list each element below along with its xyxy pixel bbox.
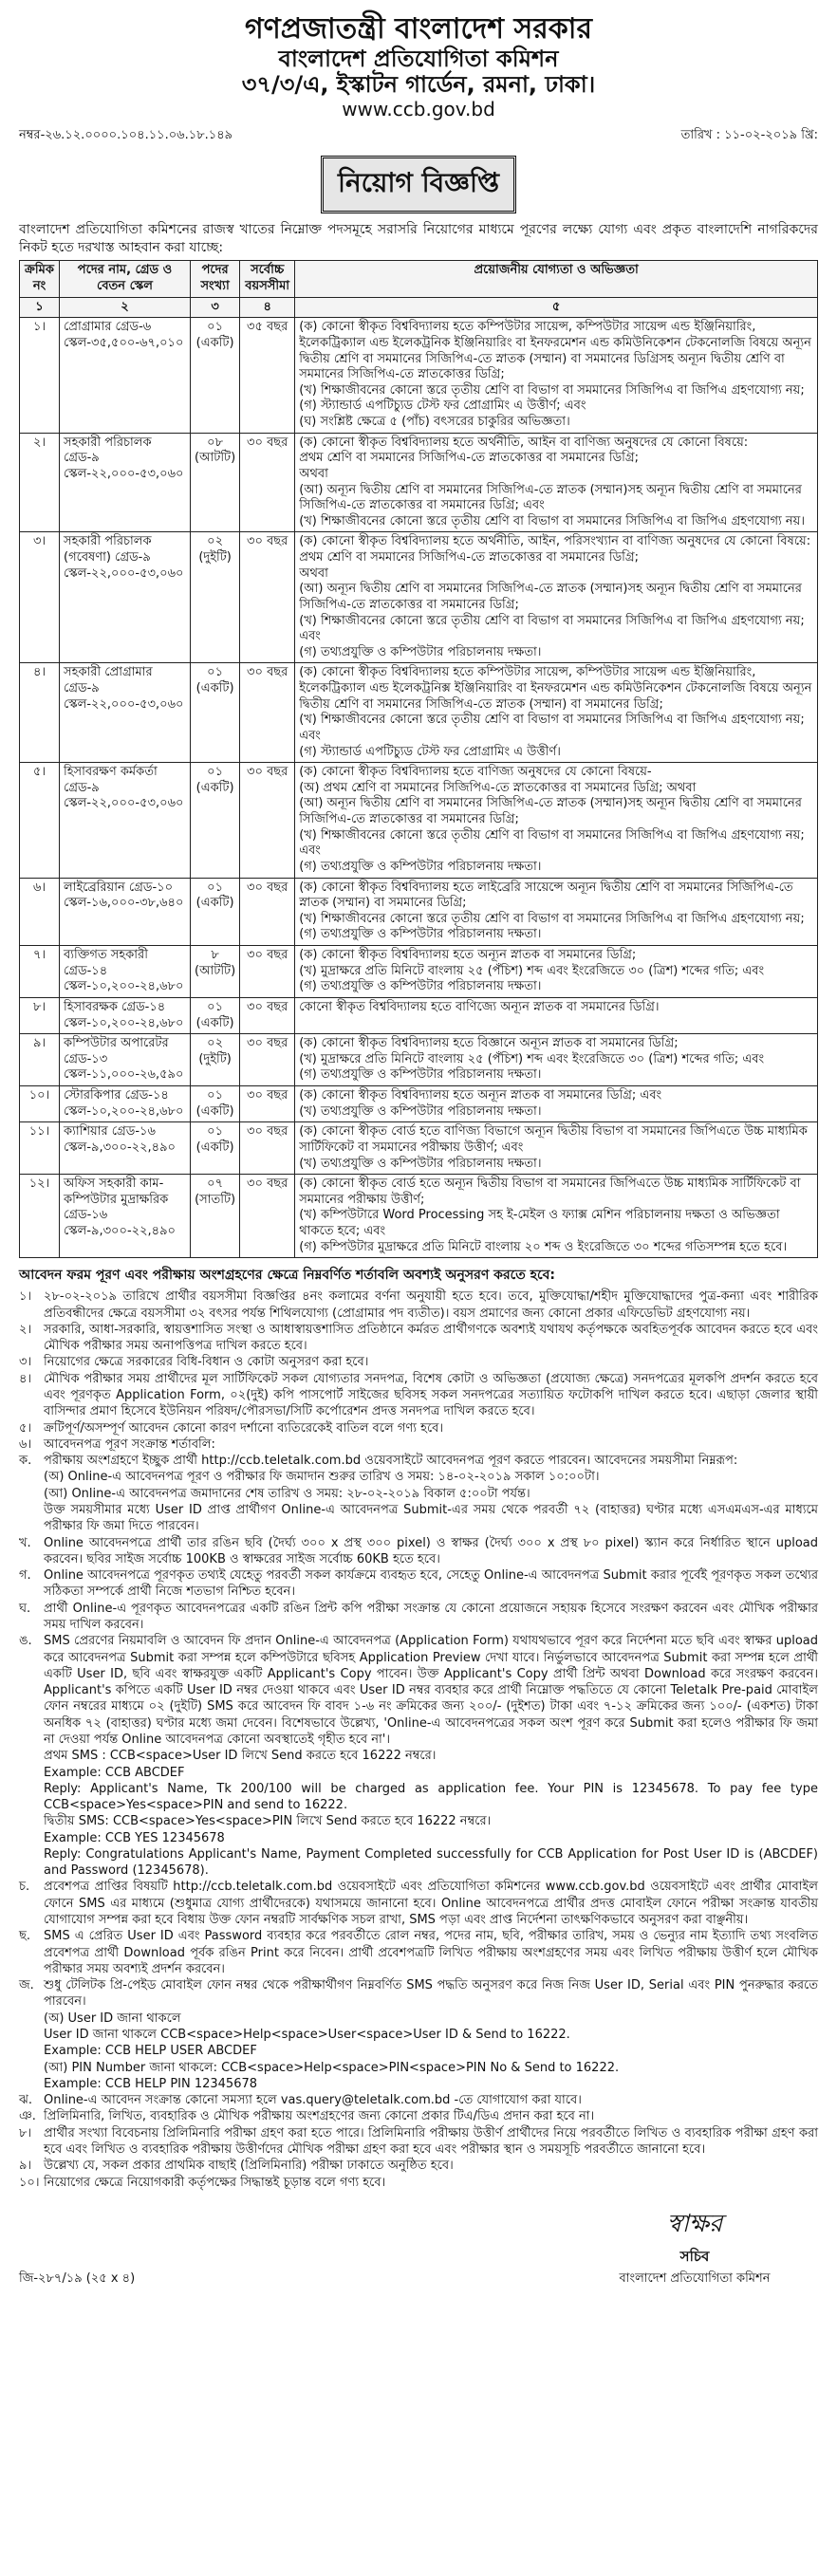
signatory-org: বাংলাদেশ প্রতিযোগিতা কমিশন xyxy=(619,2270,771,2286)
intro-text: বাংলাদেশ প্রতিযোগিতা কমিশনের রাজস্ব খাতের নিম্নোক্ত পদসমূহে সরাসরি নিয়োগের মাধ্যমে পূরণের লক্ষ্যে যোগ্য এবং প্রকৃত বাংলাদেশি নাগরিকদের নিকট হতে দরখাস্ত আহবান করা যাচ্ছে: xyxy=(19,221,818,255)
col-header-age: সর্বোচ্চ বয়সসীমা xyxy=(240,261,295,297)
website-link[interactable]: www.ccb.gov.bd xyxy=(342,97,495,120)
condition-item xyxy=(19,1977,818,2092)
condition-text: সরকারি, আধা-সরকারি, স্বায়ত্তশাসিত সংস্থা ও আধাস্বায়ত্তশাসিত প্রতিষ্ঠানে কর্মরত প্রার্থীগণকে অবশ্যই যথাযথ কর্তৃপক্ষকে অবহিতপূর্বক আবেদন করতে হবে এবং মৌখিক পরীক্ষার সময় অনাপত্তিপত্র দাখিল করতে হবে। xyxy=(44,1322,818,1354)
condition-item xyxy=(19,2158,818,2174)
col-number: ৩ xyxy=(191,297,240,318)
signature-block xyxy=(571,2204,818,2289)
count-cell: ০৮ (আটটি) xyxy=(191,433,240,532)
condition-number: ৯। xyxy=(19,2159,32,2174)
table-row xyxy=(20,433,818,532)
condition-text: Online আবেদনপত্রে প্রার্থী তার রঙিন ছবি (দৈর্ঘ্য ৩০০ x প্রস্থ ৩০০ pixel) ও স্বাক্ষর (দৈর্ঘ্য ৩০০ x প্রস্থ ৮০ pixel) স্ক্যান করে নির্ধারিত স্থানে upload করবেন। ছবির সাইজ সর্বোচ্চ 100KB ও স্বাক্ষরের সাইজ সর্বোচ্চ 60KB হতে হবে। xyxy=(44,1535,818,1566)
table-row xyxy=(20,997,818,1033)
qualification-cell: (ক) কোনো স্বীকৃত বোর্ড হতে বাণিজ্য বিভাগে অন্যূন দ্বিতীয় বিভাগ বা সমমানের জিপিএতে উচ্চ মাধ্যমিক সার্টিফিকেট বা সমমানের পরীক্ষায় উত্তীর্ণ; এবং (খ) তথ্যপ্রযুক্তি ও কম্পিউটার পরিচালনায় দক্ষতা। xyxy=(295,1122,818,1175)
post-cell: হিসাবরক্ষক গ্রেড-১৪ স্কেল-১০,২০০-২৪,৬৮০ xyxy=(60,997,191,1033)
post-cell: সহকারী প্রোগ্রামার গ্রেড-৯ স্কেল-২২,০০০-৫৩,০৬০ xyxy=(60,663,191,763)
count-cell: ০১ (একটি) xyxy=(191,1086,240,1122)
memo-number: নম্বর-২৬.১২.০০০০.১০৪.১১.০৬.১৮.১৪৯ xyxy=(19,127,233,142)
table-row xyxy=(20,1175,818,1258)
condition-text: পরীক্ষায় অংশগ্রহণে ইচ্ছুক প্রার্থী http://ccb.teletalk.com.bd ওয়েবসাইটে আবেদনপত্র পূরণ করতে পারবেন। আবেদনের সময়সীমা নিম্নরূপ: (অ) Online-এ আবেদনপত্র পূরণ ও পরীক্ষার ফি জমাদান শুরুর তারিখ ও সময়: ১৪-০২-২০১৯ সকাল ১০:০০টা। (আ) Online-এ আবেদনপত্র জমাদানের শেষ তারিখ ও সময়: ২৮-০২-২০১৯ বিকাল ৫:০০টা পর্যন্ত। উক্ত সময়সীমার মধ্যে User ID প্রাপ্ত প্রার্থীগণ Online-এ আবেদনপত্র Submit-এর সময় থেকে পরবর্তী ৭২ (বাহাত্তর) ঘণ্টার মধ্যে এসএমএস-এর মাধ্যমে পরীক্ষার ফি জমা দিতে পারবেন। xyxy=(44,1454,818,1534)
count-cell: ০১ (একটি) xyxy=(191,763,240,878)
table-row xyxy=(20,1086,818,1122)
condition-item xyxy=(19,1567,818,1601)
count-cell: ০১ (একটি) xyxy=(191,997,240,1033)
table-row xyxy=(20,946,818,998)
condition-number: ঝ. xyxy=(19,2093,32,2108)
notice-date: তারিখ : ১১-০২-২০১৯ খ্রি: xyxy=(680,127,818,142)
qualification-cell: (ক) কোনো স্বীকৃত বিশ্ববিদ্যালয় হতে অন্যূন স্নাতক বা সমমানের ডিগ্রি; (খ) মুদ্রাক্ষরে প্রতি মিনিটে বাংলায় ২৫ (পঁচিশ) শব্দ এবং ইংরেজিতে ৩০ (ত্রিশ) শব্দের গতি; এবং (গ) তথ্যপ্রযুক্তি ও কম্পিউটার পরিচালনায় দক্ষতা। xyxy=(295,946,818,998)
condition-number: ছ. xyxy=(19,1929,31,1944)
posts-table xyxy=(19,260,818,1258)
condition-item xyxy=(19,1436,818,1453)
condition-number: ১। xyxy=(19,1289,32,1305)
notice-page xyxy=(19,0,818,2289)
condition-item xyxy=(19,2175,818,2191)
col-header-count: পদের সংখ্যা xyxy=(191,261,240,297)
posts-table-body xyxy=(20,318,818,1258)
condition-number: গ. xyxy=(19,1568,31,1584)
condition-text: SMS প্রেরণের নিয়মাবলি ও আবেদন ফি প্রদান Online-এ আবেদনপত্র (Application Form) যথাযথভাবে পূরণ করে নির্দেশনা মতে ছবি এবং স্বাক্ষর upload করে আবেদনপত্র Submit করা সম্পন্ন হলে কম্পিউটারে ছবিসহ Application Preview দেখা যাবে। নির্ভুলভাবে আবেদনপত্র Submit করা সম্পন্ন হলে প্রার্থী একটি User ID, ছবি এবং স্বাক্ষরযুক্ত একটি Applicant's Copy পাবেন। উক্ত Applicant's Copy প্রার্থী প্রিন্ট অথবা Download করে সংরক্ষণ করবেন। Applicant's কপিতে একটি User ID নম্বর দেওয়া থাকবে এবং User ID নম্বর ব্যবহার করে প্রার্থী নিম্নোক্ত পদ্ধতিতে যে কোনো Teletalk Pre-paid মোবাইল ফোন নম্বরের মাধ্যমে ০২ (দুইটি) SMS করে আবেদন ফি বাবদ ১-৬ নং ক্রমিকের জন্য ২০০/- (দুইশত) টাকা এবং ৭-১২ ক্রমিকের জন্য ১০০/- (একশত) টাকা অনধিক ৭২ (বাহাত্তর) ঘণ্টার মধ্যে জমা দেবেন। বিশেষভাবে উল্লেখ্য, 'Online-এ আবেদনপত্রের সকল অংশ পূরণ করে Submit করা হলেও পরীক্ষার ফি জমা না দেওয়া পর্যন্ত Online আবেদনপত্র কোনো অবস্থাতেই গৃহীত হবে না'। প্রথম SMS : CCB<space>User ID লিখে Send করতে হবে 16222 নম্বরে। Example: CCB ABCDEF Reply: Applicant's Name, Tk 200/100 will be charged as application fee. Your PIN is 12345678. To pay fee type CCB<space>Yes<space>PIN and send to 16222. দ্বিতীয় SMS: CCB<space>Yes<space>PIN লিখে Send করতে হবে 16222 নম্বরে। Example: CCB YES 12345678 Reply: Congratulations Applicant's Name, Payment Completed successfully for CCB Application for Post User ID is (ABCDEF) and Password (12345678). xyxy=(44,1634,818,1879)
count-cell: ০১ (একটি) xyxy=(191,1122,240,1175)
post-cell: ব্যক্তিগত সহকারী গ্রেড-১৪ স্কেল-১০,২০০-২৪,৬৮০ xyxy=(60,946,191,998)
org-name: বাংলাদেশ প্রতিযোগিতা কমিশন xyxy=(278,45,559,72)
condition-text: উল্লেখ্য যে, সকল প্রকার প্রাথমিক বাছাই (প্রিলিমিনারি) পরীক্ষা ঢাকাতে অনুষ্ঠিত হবে। xyxy=(44,2159,454,2174)
table-row xyxy=(20,1034,818,1086)
condition-text: ক্রটিপূর্ণ/অসম্পূর্ণ আবেদন কোনো কারণ দর্শানো ব্যতিরেকেই বাতিল বলে গণ্য হবে। xyxy=(44,1420,444,1436)
age-cell: ৩০ বছর xyxy=(240,1122,295,1175)
condition-text: প্রার্থী Online-এ পূরণকৃত আবেদনপত্রের একটি রঙিন প্রিন্ট কপি পরীক্ষা সংক্রান্ত যে কোনো প্রয়োজনে সহায়ক হিসেবে সংরক্ষণ করবেন এবং মৌখিক পরীক্ষার সময় দাখিল করবেন। xyxy=(44,1601,818,1632)
conditions-heading: আবেদন ফরম পূরণ এবং পরীক্ষায় অংশগ্রহণের ক্ষেত্রে নিম্নবর্ণিত শর্তাবলি অবশ্যই অনুসরণ করতে হবে: xyxy=(19,1268,556,1284)
table-row xyxy=(20,763,818,878)
header xyxy=(19,13,818,120)
table-row xyxy=(20,532,818,663)
ref-row xyxy=(19,126,818,146)
qualification-cell: (ক) কোনো স্বীকৃত বোর্ড হতে অন্যূন দ্বিতীয় বিভাগ বা সমমানের জিপিএতে উচ্চ মাধ্যমিক সার্টিফিকেট বা সমমানের পরীক্ষায় উত্তীর্ণ; (খ) কম্পিউটারে Word Processing সহ ই-মেইল ও ফ্যাক্স মেশিন পরিচালনায় দক্ষতা ও অভিজ্ঞতা থাকতে হবে; এবং (গ) কম্পিউটার মুদ্রাক্ষরে প্রতি মিনিটে বাংলায় ২০ শব্দ ও ইংরেজিতে ৩০ শব্দের গতিসম্পন্ন হতে হবে। xyxy=(295,1175,818,1258)
qualification-cell: (ক) কোনো স্বীকৃত বিশ্ববিদ্যালয় হতে কম্পিউটার সায়েন্স, কম্পিউটার সায়েন্স এন্ড ইঞ্জিনিয়ারিং, ইলেকট্রিক্যাল এন্ড ইলেকট্রনিক্স ইঞ্জিনিয়ারিং বা ইনফরমেশন এন্ড কমিউনিকেশন টেকনোলজি বিষয়ে অন্যূন দ্বিতীয় শ্রেণি বা সমমানের সিজিপিএ-তে স্নাতক (সম্মান) বা সমমানের ডিগ্রি; (খ) শিক্ষাজীবনের কোনো স্তরে তৃতীয় শ্রেণি বা বিভাগ বা সমমানের সিজিপিএ বা জিপিএ গ্রহণযোগ্য নয়; এবং (গ) স্ট্যান্ডার্ড এপটিচ্যুড টেস্ট ফর প্রোগ্রামিং এ উত্তীর্ণ। xyxy=(295,663,818,763)
condition-number: খ. xyxy=(19,1535,31,1550)
table-row xyxy=(20,1122,818,1175)
condition-text: প্রবেশপত্র প্রাপ্তির বিষয়টি http://ccb.teletalk.com.bd ওয়েবসাইটে এবং প্রতিযোগিতা কমিশনের www.ccb.gov.bd ওয়েবসাইটে এবং প্রার্থীর মোবাইল ফোনে SMS এর মাধ্যমে (শুধুমাত্র যোগ্য প্রার্থীদেরকে) যথাসময়ে জানানো হবে। Online আবেদনপত্রে প্রার্থীর প্রদত্ত মোবাইল ফোনে পরীক্ষা সংক্রান্ত যাবতীয় যোগাযোগ সম্পন্ন করা হবে বিধায় উক্ত ফোন নম্বরটি সার্বক্ষণিক সচল রাখা, SMS পড়া এবং প্রাপ্ত নির্দেশনা তাৎক্ষণিকভাবে অনুসরণ করা বাঞ্ছনীয়। xyxy=(44,1880,818,1928)
age-cell: ৩০ বছর xyxy=(240,1034,295,1086)
condition-number: ৫। xyxy=(19,1420,32,1436)
condition-number: ১০। xyxy=(19,2175,40,2190)
post-cell: কম্পিউটার অপারেটর গ্রেড-১৩ স্কেল-১১,০০০-২৬,৫৯০ xyxy=(60,1034,191,1086)
condition-number: ঙ. xyxy=(19,1634,32,1649)
condition-item xyxy=(19,1601,818,1634)
condition-item xyxy=(19,1879,818,1928)
age-cell: ৩০ বছর xyxy=(240,433,295,532)
qualification-cell: (ক) কোনো স্বীকৃত বিশ্ববিদ্যালয় হতে লাইব্রেরি সায়েন্সে অন্যূন দ্বিতীয় শ্রেণি বা সমমানের সিজিপিএ-তে স্নাতক (সম্মান) বা সমমানের ডিগ্রি; (খ) শিক্ষাজীবনের কোনো স্তরে তৃতীয় শ্রেণি বা বিভাগ বা সমমানের সিজিপিএ বা জিপিএ গ্রহণযোগ্য নয়; (গ) তথ্যপ্রযুক্তি ও কম্পিউটার পরিচালনায় দক্ষতা। xyxy=(295,878,818,946)
condition-text: Online আবেদনপত্রে পূরণকৃত তথ্যই যেহেতু পরবর্তী সকল কার্যক্রমে ব্যবহৃত হবে, সেহেতু Online-এ আবেদনপত্র Submit করার পূর্বেই পূরণকৃত সকল তথ্যের সঠিকতা সম্পর্কে প্রার্থী নিজে শতভাগ নিশ্চিত হবেন। xyxy=(44,1568,818,1600)
serial-cell: ৫। xyxy=(20,763,60,878)
qualification-cell: (ক) কোনো স্বীকৃত বিশ্ববিদ্যালয় হতে বিজ্ঞানে অন্যূন স্নাতক বা সমমানের ডিগ্রি; (খ) মুদ্রাক্ষরে প্রতি মিনিটে বাংলায় ২৫ (পঁচিশ) শব্দ এবং ইংরেজিতে ৩০ (ত্রিশ) শব্দের গতি; এবং (গ) তথ্যপ্রযুক্তি ও কম্পিউটার পরিচালনায় দক্ষতা। xyxy=(295,1034,818,1086)
count-cell: ০২ (দুইটি) xyxy=(191,532,240,663)
qualification-cell: (ক) কোনো স্বীকৃত বিশ্ববিদ্যালয় হতে অর্থনীতি, আইন, পরিসংখ্যান বা বাণিজ্য অনুষদের যে কোনো বিষয়ে: প্রথম শ্রেণি বা সমমানের সিজিপিএ-তে স্নাতকোত্তর বা সমমানের ডিগ্রি; অথবা (আ) অন্যূন দ্বিতীয় শ্রেণি বা সমমানের সিজিপিএ-তে স্নাতক (সম্মান)সহ অন্যূন দ্বিতীয় শ্রেণি বা সমমানের সিজিপিএ-তে স্নাতকোত্তর বা সমমানের ডিগ্রি; (খ) শিক্ষাজীবনের কোনো স্তরে তৃতীয় শ্রেণি বা বিভাগ বা সমমানের সিজিপিএ বা জিপিএ গ্রহণযোগ্য নয়; এবং (গ) তথ্যপ্রযুক্তি ও কম্পিউটার পরিচালনায় দক্ষতা। xyxy=(295,532,818,663)
table-row xyxy=(20,663,818,763)
age-cell: ৩৫ বছর xyxy=(240,318,295,433)
serial-cell: ২। xyxy=(20,433,60,532)
col-header-serial: ক্রমিক নং xyxy=(20,261,60,297)
condition-text: শুধু টেলিটক প্রি-পেইড মোবাইল ফোন নম্বর থেকে পরীক্ষার্থীগণ নিম্নবর্ণিত SMS পদ্ধতি অনুসরণ করে নিজ নিজ User ID, Serial এবং PIN পুনরুদ্ধার করতে পারবেন। (অ) User ID জানা থাকলে User ID জানা থাকলে CCB<space>Help<space>User<space>User ID & Send to 16222. Example: CCB HELP USER ABCDEF (আ) PIN Number জানা থাকলে: CCB<space>Help<space>PIN<space>PIN No & Send to 16222. Example: CCB HELP PIN 12345678 xyxy=(44,1978,818,2091)
condition-item xyxy=(19,2092,818,2108)
serial-cell: ১১। xyxy=(20,1122,60,1175)
govt-title: গণপ্রজাতন্ত্রী বাংলাদেশ সরকার xyxy=(245,12,592,46)
count-cell: ০১ (একটি) xyxy=(191,318,240,433)
age-cell: ৩০ বছর xyxy=(240,663,295,763)
condition-item xyxy=(19,1288,818,1322)
serial-cell: ৬। xyxy=(20,878,60,946)
footer xyxy=(19,2204,818,2289)
condition-number: ৮। xyxy=(19,2125,32,2140)
serial-cell: ৮। xyxy=(20,997,60,1033)
condition-item xyxy=(19,2108,818,2124)
condition-item xyxy=(19,1354,818,1370)
qualification-cell: কোনো স্বীকৃত বিশ্ববিদ্যালয় হতে বাণিজ্যে অন্যূন স্নাতক বা সমমানের ডিগ্রি। xyxy=(295,997,818,1033)
condition-text: প্রার্থীর সংখ্যা বিবেচনায় প্রিলিমিনারি পরীক্ষা গ্রহণ করা হতে পারে। প্রিলিমিনারি পরীক্ষায় উত্তীর্ণ প্রার্থীদের নিয়ে পরবর্তীতে লিখিত ও ব্যবহারিক পরীক্ষা গ্রহণ করা হবে এবং লিখিত ও ব্যবহারিক পরীক্ষায় উত্তীর্ণদের মৌখিক পরীক্ষা গ্রহণ করা হবে এবং পরীক্ষার স্থান ও সময়সূচি পরবর্তীতে জানানো হবে। xyxy=(44,2125,818,2157)
table-colnum-row xyxy=(20,297,818,318)
serial-cell: ৭। xyxy=(20,946,60,998)
serial-cell: ১২। xyxy=(20,1175,60,1258)
table-row xyxy=(20,318,818,433)
post-cell: স্টোরকিপার গ্রেড-১৪ স্কেল-১০,২০০-২৪,৬৮০ xyxy=(60,1086,191,1122)
condition-item xyxy=(19,2125,818,2159)
post-cell: সহকারী পরিচালক (গবেষণা) গ্রেড-৯ স্কেল-২২,০০০-৫৩,০৬০ xyxy=(60,532,191,663)
condition-text: প্রিলিমিনারি, লিখিত, ব্যবহারিক ও মৌখিক পরীক্ষায় অংশগ্রহণের জন্য কোনো প্রকার টিএ/ডিএ প্রদান করা হবে না। xyxy=(44,2109,595,2124)
post-cell: লাইব্রেরিয়ান গ্রেড-১০ স্কেল-১৬,০০০-৩৮,৬৪০ xyxy=(60,878,191,946)
qualification-cell: (ক) কোনো স্বীকৃত বিশ্ববিদ্যালয় হতে অর্থনীতি, আইন বা বাণিজ্য অনুষদের যে কোনো বিষয়ে: প্রথম শ্রেণি বা সমমানের সিজিপিএ-তে স্নাতকোত্তর বা সমমানের ডিগ্রি; অথবা (আ) অন্যূন দ্বিতীয় শ্রেণি বা সমমানের সিজিপিএ-তে স্নাতক (সম্মান)সহ অন্যূন দ্বিতীয় শ্রেণি বা সমমানের সিজিপিএ-তে স্নাতকোত্তর বা সমমানের ডিগ্রি; এবং (খ) শিক্ষাজীবনের কোনো স্তরে তৃতীয় শ্রেণি বা বিভাগ বা সমমানের সিজিপিএ বা জিপিএ গ্রহণযোগ্য নয়। xyxy=(295,433,818,532)
count-cell: ০১ (একটি) xyxy=(191,878,240,946)
serial-cell: ৩। xyxy=(20,532,60,663)
qualification-cell: (ক) কোনো স্বীকৃত বিশ্ববিদ্যালয় হতে কম্পিউটার সায়েন্স, কম্পিউটার সায়েন্স এন্ড ইঞ্জিনিয়ারিং, ইলেকট্রিক্যাল এন্ড ইলেকট্রনিক ইঞ্জিনিয়ারিং বা ইনফরমেশন এন্ড কমিউনিকেশন টেকনোলজি বিষয়ে অন্যূন দ্বিতীয় শ্রেণি বা সমমানের সিজিপিএ-তে স্নাতক (সম্মান) বা সমমানের ডিগ্রিসহ অন্যূন দ্বিতীয় শ্রেণি বা সমমানের সিজিপিএ-তে স্নাতকোত্তর ডিগ্রি; (খ) শিক্ষাজীবনের কোনো স্তরে তৃতীয় শ্রেণি বা বিভাগ বা সমমানের সিজিপিএ বা জিপিএ গ্রহণযোগ্য নয়; (গ) স্ট্যান্ডার্ড এপটিচ্যুড টেস্ট ফর প্রোগ্রামিং এ উত্তীর্ণ; এবং (ঘ) সংশ্লিষ্ট ক্ষেত্রে ৫ (পাঁচ) বৎসরের চাকুরির অভিজ্ঞতা। xyxy=(295,318,818,433)
col-number: ১ xyxy=(20,297,60,318)
condition-number: ৬। xyxy=(19,1436,32,1452)
condition-text: নিয়োগের ক্ষেত্রে সরকারের বিধি-বিধান ও কোটা অনুসরণ করা হবে। xyxy=(44,1355,369,1370)
qualification-cell: (ক) কোনো স্বীকৃত বিশ্ববিদ্যালয় হতে বাণিজ্য অনুষদের যে কোনো বিষয়ে- (অ) প্রথম শ্রেণি বা সমমানের সিজিপিএ-তে স্নাতকোত্তর বা সমমানের ডিগ্রি; অথবা (আ) অন্যূন দ্বিতীয় শ্রেণি বা সমমানের সিজিপিএ-তে স্নাতক (সম্মান)সহ অন্যূন দ্বিতীয় শ্রেণি বা সমমানের সিজিপিএ-তে স্নাতকোত্তর বা সমমানের ডিগ্রি; (খ) শিক্ষাজীবনের কোনো স্তরে তৃতীয় শ্রেণি বা বিভাগ বা সমমানের সিজিপিএ বা জিপিএ গ্রহণযোগ্য নয়; এবং (গ) তথ্যপ্রযুক্তি ও কম্পিউটার পরিচালনায় দক্ষতা। xyxy=(295,763,818,878)
count-cell: ০২ (দুইটি) xyxy=(191,1034,240,1086)
condition-number: ৪। xyxy=(19,1371,32,1386)
post-cell: অফিস সহকারী কাম-কম্পিউটার মুদ্রাক্ষরিক গ্রেড-১৬ স্কেল-৯,৩০০-২২,৪৯০ xyxy=(60,1175,191,1258)
age-cell: ৩০ বছর xyxy=(240,997,295,1033)
age-cell: ৩০ বছর xyxy=(240,946,295,998)
condition-item xyxy=(19,1633,818,1879)
condition-text: নিয়োগের ক্ষেত্রে নিয়োগকারী কর্তৃপক্ষের সিদ্ধান্তই চূড়ান্ত বলে গণ্য হবে। xyxy=(44,2175,386,2190)
condition-item xyxy=(19,1371,818,1420)
table-row xyxy=(20,878,818,946)
condition-number: ২। xyxy=(19,1322,32,1337)
condition-item xyxy=(19,1453,818,1534)
signatory-title: সচিব xyxy=(679,2247,710,2265)
count-cell: ৮ (আটটি) xyxy=(191,946,240,998)
post-cell: সহকারী পরিচালক গ্রেড-৯ স্কেল-২২,০০০-৫৩,০৬০ xyxy=(60,433,191,532)
qualification-cell: (ক) কোনো স্বীকৃত বিশ্ববিদ্যালয় হতে অন্যূন স্নাতক বা সমমানের ডিগ্রি; এবং (খ) তথ্যপ্রযুক্তি ও কম্পিউটার পরিচালনায় দক্ষতা। xyxy=(295,1086,818,1122)
condition-text: মৌখিক পরীক্ষার সময় প্রার্থীদের মূল সার্টিফিকেট সকল যোগ্যতার সনদপত্র, বিশেষ কোটা ও অভিজ্ঞতা (প্রযোজ্য ক্ষেত্রে) সনদপত্রের মূলকপি প্রদর্শন করতে হবে এবং পূরণকৃত Application Form, ০২(দুই) কপি পাসপোর্ট সাইজের ছবিসহ সকল সনদপত্রের সত্যায়িত ফটোকপি দাখিল করতে হবে। এছাড়া জেলার স্থায়ী বাসিন্দার প্রমাণ হিসেবে ইউনিয়ন পরিষদ/পৌরসভা/সিটি কর্পোরেশন প্রদত্ত সনদপত্র দাখিল করতে হবে। xyxy=(44,1371,818,1419)
serial-cell: ১। xyxy=(20,318,60,433)
conditions-list xyxy=(19,1288,818,2190)
notice-title: নিয়োগ বিজ্ঞপ্তি xyxy=(321,156,516,213)
count-cell: ০১ (একটি) xyxy=(191,663,240,763)
org-address: ৩৭/৩/এ, ইস্কাটন গার্ডেন, রমনা, ঢাকা। xyxy=(241,71,596,99)
age-cell: ৩০ বছর xyxy=(240,763,295,878)
age-cell: ৩০ বছর xyxy=(240,1086,295,1122)
post-cell: ক্যাশিয়ার গ্রেড-১৬ স্কেল-৯,৩০০-২২,৪৯০ xyxy=(60,1122,191,1175)
signature: স্বাক্ষর xyxy=(666,2209,723,2238)
age-cell: ৩০ বছর xyxy=(240,1175,295,1258)
serial-cell: ৯। xyxy=(20,1034,60,1086)
condition-text: Online-এ আবেদন সংক্রান্ত কোনো সমস্যা হলে vas.query@teletalk.com.bd -তে যোগাযোগ করা যাবে। xyxy=(44,2093,582,2108)
count-cell: ০৭ (সাতটি) xyxy=(191,1175,240,1258)
col-number: ৪ xyxy=(240,297,295,318)
condition-item xyxy=(19,1535,818,1568)
condition-item xyxy=(19,1420,818,1436)
condition-number: ৩। xyxy=(19,1355,32,1370)
condition-text: ২৮-০২-২০১৯ তারিখে প্রার্থীর বয়সসীমা বিজ্ঞপ্তির ৪নং কলামের বর্ণনা অনুযায়ী হতে হবে। তবে, মুক্তিযোদ্ধা/শহীদ মুক্তিযোদ্ধাদের পুত্র-কন্যা এবং শারীরিক প্রতিবন্ধীদের ক্ষেত্রে বয়সসীমা ৩২ বৎসর পর্যন্ত শিথিলযোগ্য (প্রোগ্রামার পদ ব্যতীত)। বয়স প্রমাণের জন্য কোনো প্রকার এফিডেভিট গ্রহণযোগ্য নয়। xyxy=(44,1289,818,1321)
condition-text: SMS এ প্রেরিত User ID এবং Password ব্যবহার করে পরবর্তীতে রোল নম্বর, পদের নাম, ছবি, পরীক্ষার তারিখ, সময় ও ভেন্যুর নাম ইত্যাদি তথ্য সংবলিত প্রবেশপত্র প্রার্থী Download পূর্বক রঙিন Print করে নিবেন। প্রার্থী প্রবেশপত্রটি লিখিত পরীক্ষায় অংশগ্রহণের সময় এবং লিখিত পরীক্ষায় উত্তীর্ণ হলে মৌখিক পরীক্ষার সময় অবশ্যই প্রদর্শন করবেন। xyxy=(44,1929,818,1976)
condition-item xyxy=(19,1928,818,1977)
serial-cell: ১০। xyxy=(20,1086,60,1122)
condition-number: জ. xyxy=(19,1978,34,1993)
col-number: ২ xyxy=(60,297,191,318)
post-cell: প্রোগ্রামার গ্রেড-৬ স্কেল-৩৫,৫০০-৬৭,০১০ xyxy=(60,318,191,433)
post-cell: হিসাবরক্ষণ কর্মকর্তা গ্রেড-৯ স্কেল-২২,০০০-৫৩,০৬০ xyxy=(60,763,191,878)
condition-number: ঘ. xyxy=(19,1601,31,1616)
serial-cell: ৪। xyxy=(20,663,60,763)
condition-number: চ. xyxy=(19,1880,30,1895)
condition-number: ক. xyxy=(19,1454,32,1469)
table-header-row xyxy=(20,261,818,297)
col-header-post: পদের নাম, গ্রেড ও বেতন স্কেল xyxy=(60,261,191,297)
col-number: ৫ xyxy=(295,297,818,318)
age-cell: ৩০ বছর xyxy=(240,532,295,663)
age-cell: ৩০ বছর xyxy=(240,878,295,946)
condition-item xyxy=(19,1322,818,1355)
col-header-qualification: প্রয়োজনীয় যোগ্যতা ও অভিজ্ঞতা xyxy=(295,261,818,297)
print-code: জি-২৮৭/১৯ (২৫ x ৪) xyxy=(19,2270,136,2286)
condition-number: ঞ. xyxy=(19,2109,36,2124)
condition-text: আবেদনপত্র পূরণ সংক্রান্ত শর্তাবলি: xyxy=(44,1436,215,1452)
